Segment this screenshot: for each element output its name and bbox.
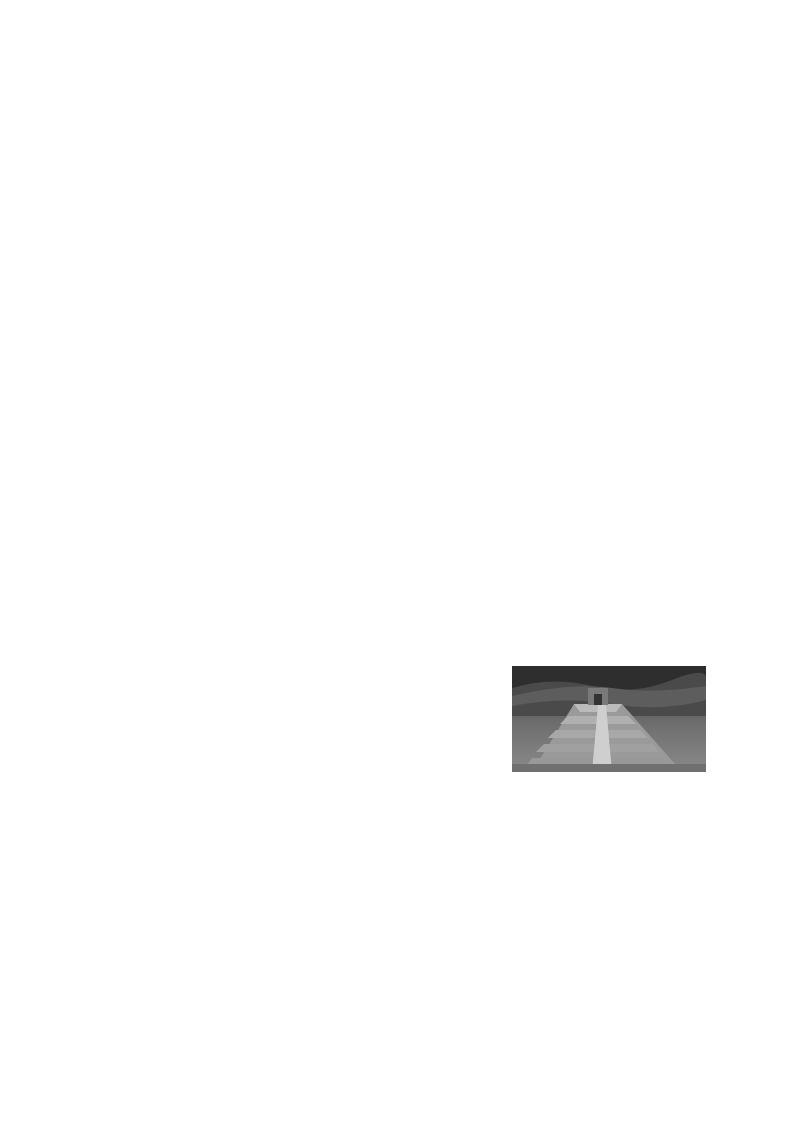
pyramid-illustration bbox=[512, 666, 706, 772]
pyramid-photo bbox=[512, 666, 706, 772]
